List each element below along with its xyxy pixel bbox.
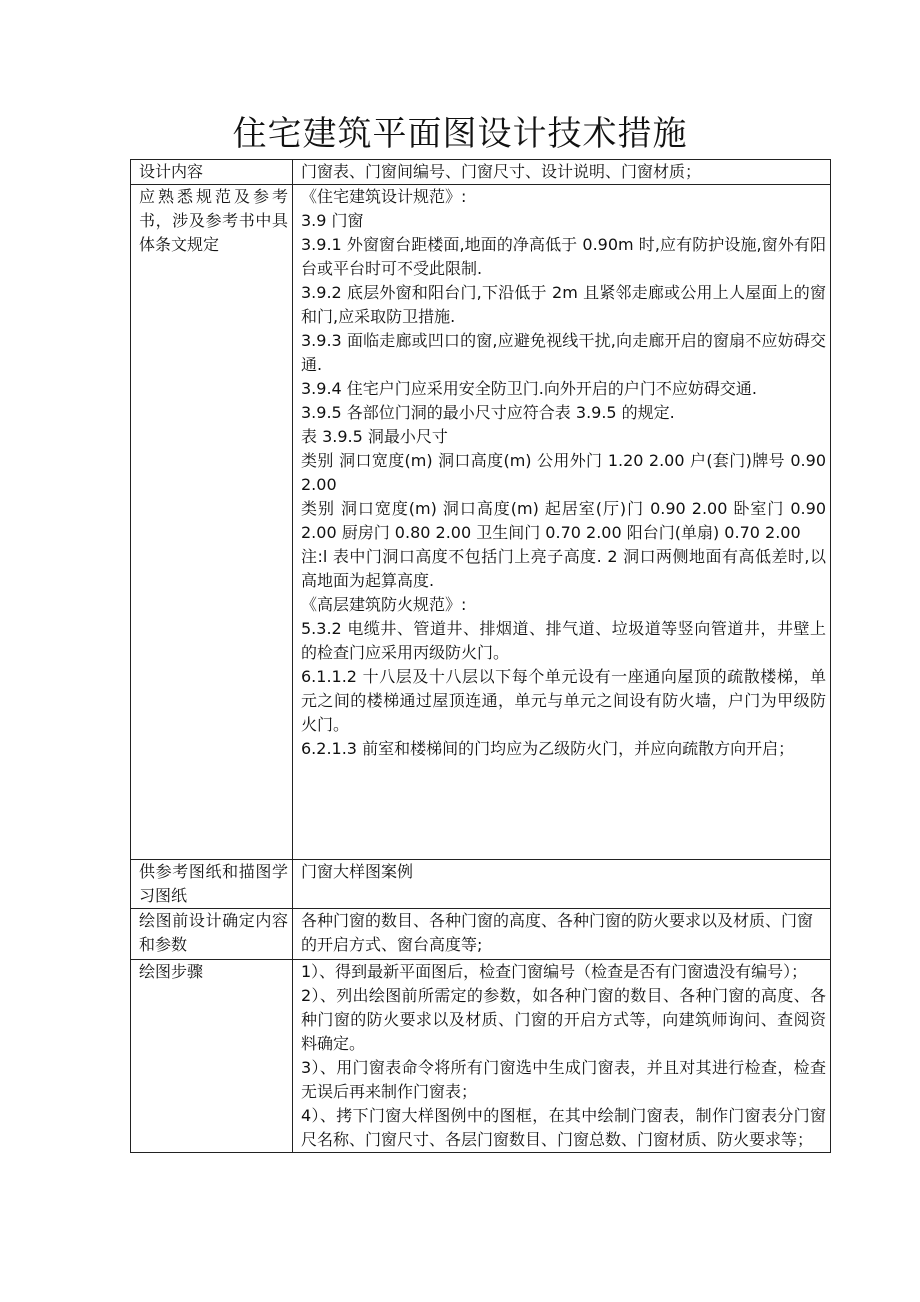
spec-table xyxy=(130,159,831,1153)
label-norms: 应熟悉规范及参考书，涉及参考书中具体条文规定 xyxy=(131,185,293,860)
label-design: 设计内容 xyxy=(131,160,293,185)
norms-line: 3.9.2 底层外窗和阳台门,下沿低于 2m 且紧邻走廊或公用上人屋面上的窗和门,应采取防卫措施. xyxy=(301,283,826,326)
norms-line: 5.3.2 电缆井、管道井、排烟道、排气道、垃圾道等竖向管道井，井壁上的检查门应采用丙级防火门。 xyxy=(301,619,826,662)
norms-line: 3.9.4 住宅户门应采用安全防卫门.向外开启的户门不应妨碍交通. xyxy=(301,379,757,398)
norms-line: 3.9.5 各部位门洞的最小尺寸应符合表 3.9.5 的规定. xyxy=(301,403,675,422)
norms-line: 《住宅建筑设计规范》: xyxy=(301,187,467,206)
norms-line: 《高层建筑防火规范》: xyxy=(301,595,467,614)
norms-line: 注:l 表中门洞口高度不包括门上亮子高度. 2 洞口两侧地面有高低差时,以高地面为起算高度. xyxy=(301,547,826,590)
label-reference: 供参考图纸和描图学习图纸 xyxy=(131,860,293,909)
norms-line: 6.1.1.2 十八层及十八层以下每个单元设有一座通向屋顶的疏散楼梯，单元之间的楼梯通过屋顶连通，单元与单元之间设有防火墙，户门为甲级防火门。 xyxy=(301,667,826,734)
norms-line: 3.9.1 外窗窗台距楼面,地面的净高低于 0.90m 时,应有防护设施,窗外有阳台或平台时可不受此限制. xyxy=(301,235,826,278)
norms-line: 3.9 门窗 xyxy=(301,211,364,230)
steps-line: 3）、用门窗表命令将所有门窗选中生成门窗表，并且对其进行检查，检查无误后再来制作门窗表； xyxy=(301,1058,826,1101)
table-row-steps xyxy=(131,960,831,1153)
steps-line: 4）、拷下门窗大样图例中的图框，在其中绘制门窗表，制作门窗表分门窗尺名称、门窗尺寸、各层门窗数目、门窗总数、门窗材质、防火要求等； xyxy=(301,1106,826,1149)
label-steps: 绘图步骤 xyxy=(131,960,293,1153)
table-row-norms xyxy=(131,185,831,860)
content-norms xyxy=(293,185,831,860)
label-params: 绘图前设计确定内容和参数 xyxy=(131,909,293,960)
table-row-params xyxy=(131,909,831,960)
steps-line: 2）、列出绘图前所需定的参数，如各种门窗的数目、各种门窗的高度、各种门窗的防火要求以及材质、门窗的开启方式等，向建筑师询问、查阅资料确定。 xyxy=(301,986,826,1053)
norms-line: 类别 洞口宽度(m) 洞口高度(m) 起居室(厅)门 0.90 2.00 卧室门 0.90 2.00 厨房门 0.80 2.00 卫生间门 0.70 2.00 阳台门(单扇) 0.70 2.00 xyxy=(301,499,826,542)
content-design: 门窗表、门窗间编号、门窗尺寸、设计说明、门窗材质； xyxy=(293,160,831,185)
norms-line: 类别 洞口宽度(m) 洞口高度(m) 公用外门 1.20 2.00 户(套门)牌号 0.90 2.00 xyxy=(301,451,826,494)
content-steps xyxy=(293,960,831,1153)
table-row-reference xyxy=(131,860,831,909)
norms-line: 6.2.1.3 前室和楼梯间的门均应为乙级防火门，并应向疏散方向开启； xyxy=(301,739,795,758)
norms-line: 表 3.9.5 洞最小尺寸 xyxy=(301,427,448,446)
content-reference: 门窗大样图案例 xyxy=(293,860,831,909)
content-params: 各种门窗的数目、各种门窗的高度、各种门窗的防火要求以及材质、门窗的开启方式、窗台高度等; xyxy=(293,909,831,960)
page-title: 住宅建筑平面图设计技术措施 xyxy=(232,114,688,154)
table-row-design xyxy=(131,160,831,185)
norms-line: 3.9.3 面临走廊或凹口的窗,应避免视线干扰,向走廊开启的窗扇不应妨碍交通. xyxy=(301,331,826,374)
steps-line: 1）、得到最新平面图后，检查门窗编号（检查是否有门窗遗没有编号）； xyxy=(301,962,808,981)
